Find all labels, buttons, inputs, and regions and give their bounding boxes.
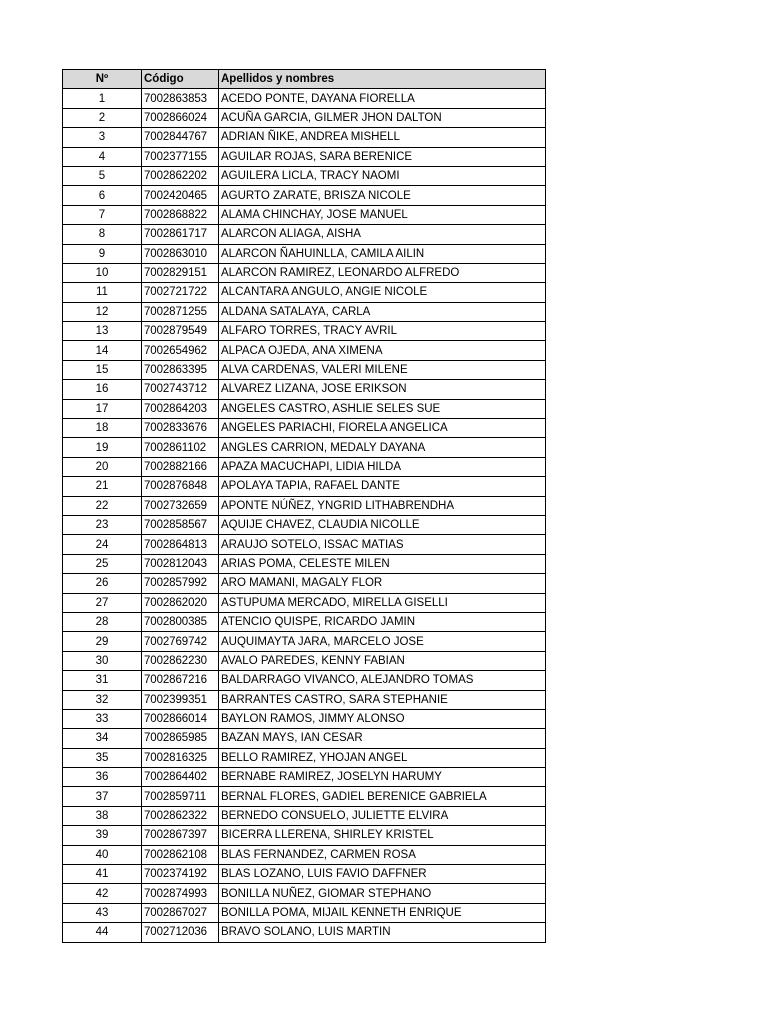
student-name: ACEDO PONTE, DAYANA FIORELLA (219, 89, 546, 108)
student-name: AGUILAR ROJAS, SARA BERENICE (219, 147, 546, 166)
student-code: 7002867216 (142, 671, 219, 690)
row-number: 1 (63, 89, 142, 108)
student-name: ALFARO TORRES, TRACY AVRIL (219, 322, 546, 341)
student-code: 7002829151 (142, 263, 219, 282)
row-number: 36 (63, 768, 142, 787)
student-code: 7002868822 (142, 205, 219, 224)
student-name: BARRANTES CASTRO, SARA STEPHANIE (219, 690, 546, 709)
table-row (63, 515, 546, 534)
student-name: BONILLA POMA, MIJAIL KENNETH ENRIQUE (219, 903, 546, 922)
row-number: 11 (63, 283, 142, 302)
student-code: 7002858567 (142, 515, 219, 534)
student-name: AGUILERA LICLA, TRACY NAOMI (219, 166, 546, 185)
student-code: 7002874993 (142, 884, 219, 903)
student-code: 7002721722 (142, 283, 219, 302)
student-code: 7002769742 (142, 632, 219, 651)
table-row (63, 186, 546, 205)
row-number: 37 (63, 787, 142, 806)
student-code: 7002867397 (142, 826, 219, 845)
student-code: 7002862108 (142, 845, 219, 864)
table-row (63, 729, 546, 748)
student-name: ALCANTARA ANGULO, ANGIE NICOLE (219, 283, 546, 302)
student-name: ATENCIO QUISPE, RICARDO JAMIN (219, 612, 546, 631)
row-number: 2 (63, 108, 142, 127)
student-list-sheet (62, 69, 546, 943)
row-number: 3 (63, 128, 142, 147)
row-number: 16 (63, 380, 142, 399)
student-name: ADRIAN ÑIKE, ANDREA MISHELL (219, 128, 546, 147)
student-name: BAZAN MAYS, IAN CESAR (219, 729, 546, 748)
table-row (63, 341, 546, 360)
table-row (63, 128, 546, 147)
header-full-name: Apellidos y nombres (219, 70, 546, 89)
student-name: BERNABE RAMIREZ, JOSELYN HARUMY (219, 768, 546, 787)
row-number: 14 (63, 341, 142, 360)
student-code: 7002859711 (142, 787, 219, 806)
row-number: 17 (63, 399, 142, 418)
row-number: 8 (63, 225, 142, 244)
student-code: 7002865985 (142, 729, 219, 748)
student-code: 7002862230 (142, 651, 219, 670)
student-name: ALVA CARDENAS, VALERI MILENE (219, 360, 546, 379)
student-name: ANGELES CASTRO, ASHLIE SELES SUE (219, 399, 546, 418)
row-number: 7 (63, 205, 142, 224)
student-code: 7002866014 (142, 709, 219, 728)
table-row (63, 884, 546, 903)
student-code: 7002882166 (142, 457, 219, 476)
row-number: 23 (63, 515, 142, 534)
student-name: AGURTO ZARATE, BRISZA NICOLE (219, 186, 546, 205)
table-row (63, 302, 546, 321)
table-row (63, 612, 546, 631)
student-code: 7002374192 (142, 865, 219, 884)
student-name: BLAS LOZANO, LUIS FAVIO DAFFNER (219, 865, 546, 884)
student-name: BONILLA NUÑEZ, GIOMAR STEPHANO (219, 884, 546, 903)
student-name: APOLAYA TAPIA, RAFAEL DANTE (219, 477, 546, 496)
student-name: ALVAREZ LIZANA, JOSE ERIKSON (219, 380, 546, 399)
row-number: 24 (63, 535, 142, 554)
table-row (63, 399, 546, 418)
student-name: ALDANA SATALAYA, CARLA (219, 302, 546, 321)
student-code: 7002862322 (142, 806, 219, 825)
student-name: APAZA MACUCHAPI, LIDIA HILDA (219, 457, 546, 476)
row-number: 27 (63, 593, 142, 612)
student-name: BERNEDO CONSUELO, JULIETTE ELVIRA (219, 806, 546, 825)
row-number: 4 (63, 147, 142, 166)
table-row (63, 690, 546, 709)
row-number: 25 (63, 554, 142, 573)
table-row (63, 457, 546, 476)
table-row (63, 748, 546, 767)
table-row (63, 108, 546, 127)
row-number: 44 (63, 923, 142, 942)
row-number: 19 (63, 438, 142, 457)
table-row (63, 651, 546, 670)
student-code: 7002377155 (142, 147, 219, 166)
student-code: 7002399351 (142, 690, 219, 709)
student-code: 7002876848 (142, 477, 219, 496)
row-number: 31 (63, 671, 142, 690)
table-row (63, 787, 546, 806)
row-number: 35 (63, 748, 142, 767)
student-code: 7002812043 (142, 554, 219, 573)
table-row (63, 244, 546, 263)
table-row (63, 263, 546, 282)
table-row (63, 709, 546, 728)
student-code: 7002732659 (142, 496, 219, 515)
table-row (63, 496, 546, 515)
table-row (63, 671, 546, 690)
row-number: 43 (63, 903, 142, 922)
row-number: 12 (63, 302, 142, 321)
student-code: 7002844767 (142, 128, 219, 147)
table-row (63, 768, 546, 787)
student-name: ARIAS POMA, CELESTE MILEN (219, 554, 546, 573)
student-name: ACUÑA GARCIA, GILMER JHON DALTON (219, 108, 546, 127)
row-number: 21 (63, 477, 142, 496)
student-code: 7002743712 (142, 380, 219, 399)
student-table (62, 69, 546, 943)
student-name: ARAUJO SOTELO, ISSAC MATIAS (219, 535, 546, 554)
table-row (63, 89, 546, 108)
student-code: 7002800385 (142, 612, 219, 631)
row-number: 40 (63, 845, 142, 864)
student-code: 7002864203 (142, 399, 219, 418)
student-name: BLAS FERNANDEZ, CARMEN ROSA (219, 845, 546, 864)
table-row (63, 593, 546, 612)
student-code: 7002864813 (142, 535, 219, 554)
row-number: 29 (63, 632, 142, 651)
student-code: 7002863853 (142, 89, 219, 108)
row-number: 33 (63, 709, 142, 728)
student-code: 7002420465 (142, 186, 219, 205)
row-number: 18 (63, 419, 142, 438)
row-number: 5 (63, 166, 142, 185)
student-code: 7002866024 (142, 108, 219, 127)
student-name: BRAVO SOLANO, LUIS MARTIN (219, 923, 546, 942)
student-code: 7002654962 (142, 341, 219, 360)
student-name: AVALO PAREDES, KENNY FABIAN (219, 651, 546, 670)
table-row (63, 806, 546, 825)
student-code: 7002867027 (142, 903, 219, 922)
table-row (63, 826, 546, 845)
table-row (63, 903, 546, 922)
student-code: 7002833676 (142, 419, 219, 438)
student-name: ASTUPUMA MERCADO, MIRELLA GISELLI (219, 593, 546, 612)
row-number: 41 (63, 865, 142, 884)
table-row (63, 419, 546, 438)
row-number: 9 (63, 244, 142, 263)
student-code: 7002857992 (142, 574, 219, 593)
row-number: 32 (63, 690, 142, 709)
header-code: Código (142, 70, 219, 89)
student-name: BERNAL FLORES, GADIEL BERENICE GABRIELA (219, 787, 546, 806)
student-name: ANGELES PARIACHI, FIORELA ANGELICA (219, 419, 546, 438)
table-row (63, 438, 546, 457)
student-code: 7002861717 (142, 225, 219, 244)
table-row (63, 322, 546, 341)
table-row (63, 477, 546, 496)
student-name: BICERRA LLERENA, SHIRLEY KRISTEL (219, 826, 546, 845)
student-name: AUQUIMAYTA JARA, MARCELO JOSE (219, 632, 546, 651)
row-number: 28 (63, 612, 142, 631)
student-name: ALARCON ALIAGA, AISHA (219, 225, 546, 244)
student-code: 7002871255 (142, 302, 219, 321)
row-number: 15 (63, 360, 142, 379)
student-code: 7002862020 (142, 593, 219, 612)
row-number: 13 (63, 322, 142, 341)
student-name: ALPACA OJEDA, ANA XIMENA (219, 341, 546, 360)
student-name: ALARCON ÑAHUINLLA, CAMILA AILIN (219, 244, 546, 263)
student-code: 7002879549 (142, 322, 219, 341)
table-row (63, 283, 546, 302)
student-name: BALDARRAGO VIVANCO, ALEJANDRO TOMAS (219, 671, 546, 690)
table-row (63, 554, 546, 573)
student-name: BELLO RAMIREZ, YHOJAN ANGEL (219, 748, 546, 767)
row-number: 22 (63, 496, 142, 515)
table-row (63, 923, 546, 942)
table-row (63, 845, 546, 864)
table-row (63, 205, 546, 224)
table-row (63, 147, 546, 166)
student-name: ALAMA CHINCHAY, JOSE MANUEL (219, 205, 546, 224)
table-row (63, 632, 546, 651)
row-number: 6 (63, 186, 142, 205)
table-row (63, 535, 546, 554)
student-code: 7002864402 (142, 768, 219, 787)
table-row (63, 380, 546, 399)
row-number: 34 (63, 729, 142, 748)
student-name: APONTE NÚÑEZ, YNGRID LITHABRENDHA (219, 496, 546, 515)
table-row (63, 574, 546, 593)
row-number: 39 (63, 826, 142, 845)
row-number: 20 (63, 457, 142, 476)
student-code: 7002863395 (142, 360, 219, 379)
table-row (63, 865, 546, 884)
student-name: AQUIJE CHAVEZ, CLAUDIA NICOLLE (219, 515, 546, 534)
table-row (63, 166, 546, 185)
table-row (63, 360, 546, 379)
student-code: 7002862202 (142, 166, 219, 185)
student-code: 7002861102 (142, 438, 219, 457)
student-name: ANGLES CARRION, MEDALY DAYANA (219, 438, 546, 457)
row-number: 10 (63, 263, 142, 282)
student-code: 7002712036 (142, 923, 219, 942)
table-header-row (63, 70, 546, 89)
student-name: BAYLON RAMOS, JIMMY ALONSO (219, 709, 546, 728)
student-code: 7002863010 (142, 244, 219, 263)
row-number: 30 (63, 651, 142, 670)
row-number: 38 (63, 806, 142, 825)
student-code: 7002816325 (142, 748, 219, 767)
row-number: 26 (63, 574, 142, 593)
row-number: 42 (63, 884, 142, 903)
table-row (63, 225, 546, 244)
student-name: ALARCON RAMIREZ, LEONARDO ALFREDO (219, 263, 546, 282)
student-name: ARO MAMANI, MAGALY FLOR (219, 574, 546, 593)
header-number: Nº (63, 70, 142, 89)
table-body (63, 89, 546, 942)
